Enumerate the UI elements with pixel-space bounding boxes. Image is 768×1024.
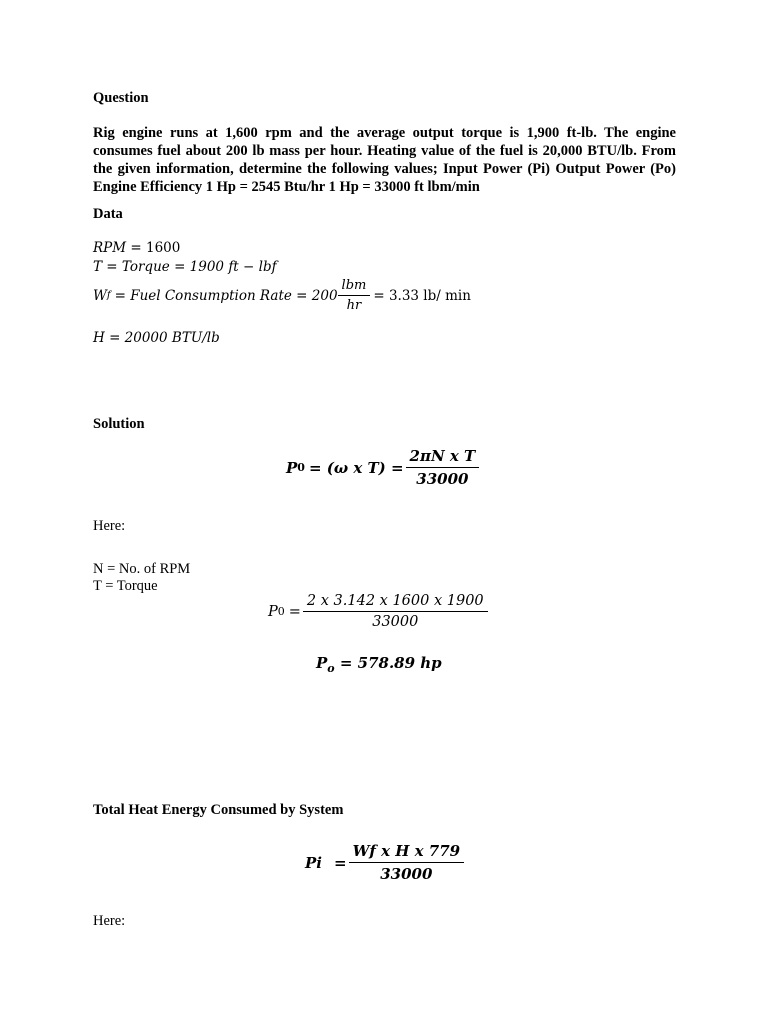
question-text: Rig engine runs at 1,600 rpm and the average output torque is 1,900 ft-lb. The engine consumes fuel about 200 lb mass per hour. Heating value of the fuel is 20,000 BTU/lb. From the given information, determine the following values; Input Power (Pi) Output Power (Po) Engine Efficiency 1 Hp = 2545 Btu/hr 1 Hp = 33000 ft lbm/min: [93, 125, 676, 195]
pi-symbol: Pi: [305, 853, 322, 872]
result-sub: o: [327, 662, 335, 675]
po-denominator: 33000: [406, 467, 480, 488]
input-power-formula: [305, 842, 462, 883]
po2-fraction: [305, 593, 486, 630]
wf-unit-den: hr: [338, 295, 371, 313]
here-label-1: Here:: [93, 518, 126, 534]
wf-unit-num: lbm: [341, 278, 367, 293]
output-power-result: [316, 654, 442, 675]
po2-numerator: 2 x 3.142 x 1600 x 1900: [306, 593, 484, 609]
po2-sub: 0: [277, 605, 285, 618]
definition-n: N = No. of RPM: [93, 561, 191, 577]
torque-equation: [93, 259, 277, 275]
po-mid: = (ω x T) =: [308, 458, 404, 477]
pi-eq: =: [333, 853, 347, 872]
data-heading: Data: [93, 206, 123, 222]
wf-label: = Fuel Consumption Rate = 200: [114, 287, 338, 304]
po2-denominator: 33000: [303, 611, 488, 630]
torque-rhs: = 1900 ft − lbf: [174, 259, 277, 275]
result-rhs: = 578.89 hp: [339, 654, 442, 672]
po-symbol: P: [286, 458, 298, 477]
result-symbol: P: [316, 654, 328, 672]
rpm-rhs: = 1600: [130, 240, 181, 256]
rpm-equation: [93, 240, 180, 256]
pi-fraction: [351, 842, 463, 883]
po-sub: 0: [297, 461, 305, 474]
output-power-formula: [286, 447, 477, 488]
rpm-lhs: RPM: [93, 240, 127, 256]
po2-eq: =: [288, 603, 301, 620]
question-heading: Question: [93, 90, 149, 106]
output-power-substitution: [268, 593, 486, 630]
here-label-2: Here:: [93, 913, 126, 929]
po-numerator: 2πN x T: [409, 447, 476, 465]
heating-value-equation: H = 20000 BTU/lb: [93, 330, 220, 346]
wf-rhs: = 3.33 lb/ min: [373, 287, 471, 304]
wf-sub: f: [106, 290, 111, 301]
fuel-rate-equation: [93, 278, 471, 313]
po2-symbol: P: [268, 603, 278, 620]
wf-symbol: W: [93, 287, 107, 304]
po-fraction: [408, 447, 478, 488]
heat-energy-heading: Total Heat Energy Consumed by System: [93, 802, 344, 818]
definition-t: T = Torque: [93, 578, 158, 594]
pi-denominator: 33000: [349, 862, 465, 883]
pi-numerator: Wf x H x 779: [352, 842, 461, 860]
torque-lhs: T = Torque: [93, 259, 170, 275]
solution-heading: Solution: [93, 416, 145, 432]
wf-unit-fraction: [340, 278, 369, 313]
